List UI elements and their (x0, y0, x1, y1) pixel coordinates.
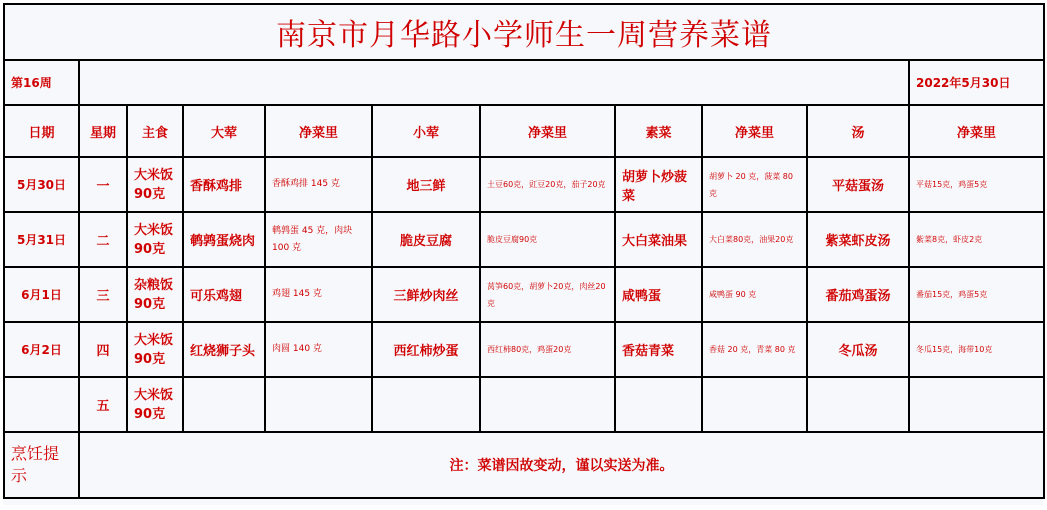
menu-sheet (3, 3, 1043, 505)
row-soup: 紫菜虾皮汤 (807, 212, 909, 267)
row-weekday: 五 (79, 377, 127, 432)
row-vegetable: 胡萝卜炒菠菜 (615, 157, 702, 212)
row-soup-amount (909, 377, 1044, 432)
row-meat (183, 377, 265, 432)
header-date: 日期 (4, 105, 79, 157)
header-vegetable-amount: 净菜里 (702, 105, 807, 157)
row-meat-amount: 香酥鸡排 145 克 (265, 157, 372, 212)
row-vegetable-amount: 胡萝卜 20 克，菠菜 80 克 (702, 157, 807, 212)
row-small-amount (480, 377, 615, 432)
date-label: 2022年5月30日 (909, 60, 1044, 105)
row-vegetable: 大白菜油果 (615, 212, 702, 267)
row-soup-amount: 冬瓜15克，海带10克 (909, 322, 1044, 377)
row-meat: 可乐鸡翅 (183, 267, 265, 322)
header-vegetable: 素菜 (615, 105, 702, 157)
header-soup: 汤 (807, 105, 909, 157)
row-date: 5月31日 (4, 212, 79, 267)
row-meat-amount: 肉圆 140 克 (265, 322, 372, 377)
cooking-tip-note: 注：菜谱因故变动，谨以实送为准。 (79, 432, 1044, 498)
row-staple: 杂粮饭 90克 (127, 267, 183, 322)
row-soup: 冬瓜汤 (807, 322, 909, 377)
row-vegetable: 香菇青菜 (615, 322, 702, 377)
row-soup-amount: 紫菜8克，虾皮2克 (909, 212, 1044, 267)
table-row (4, 267, 1044, 322)
row-small-amount: 脆皮豆腐90克 (480, 212, 615, 267)
row-soup-amount: 番茄15克，鸡蛋5克 (909, 267, 1044, 322)
row-meat: 红烧狮子头 (183, 322, 265, 377)
row-small-meat: 脆皮豆腐 (372, 212, 480, 267)
row-vegetable-amount: 咸鸭蛋 90 克 (702, 267, 807, 322)
row-date: 5月30日 (4, 157, 79, 212)
row-date (4, 377, 79, 432)
header-meat-amount: 净菜里 (265, 105, 372, 157)
row-soup-amount: 平菇15克，鸡蛋5克 (909, 157, 1044, 212)
row-meat-amount: 鹌鹑蛋 45 克，肉块 100 克 (265, 212, 372, 267)
page-title: 南京市月华路小学师生一周营养菜谱 (4, 4, 1044, 60)
row-vegetable-amount: 大白菜80克，油果20克 (702, 212, 807, 267)
header-soup-amount: 净菜里 (909, 105, 1044, 157)
row-date: 6月1日 (4, 267, 79, 322)
row-small-meat (372, 377, 480, 432)
header-small-amount: 净菜里 (480, 105, 615, 157)
row-meat: 香酥鸡排 (183, 157, 265, 212)
row-small-meat: 西红柿炒蛋 (372, 322, 480, 377)
row-vegetable-amount: 香菇 20 克，青菜 80 克 (702, 322, 807, 377)
row-meat: 鹌鹑蛋烧肉 (183, 212, 265, 267)
header-staple: 主食 (127, 105, 183, 157)
header-small-meat: 小荤 (372, 105, 480, 157)
meta-blank (79, 60, 909, 105)
row-staple: 大米饭 90克 (127, 377, 183, 432)
row-vegetable-amount (702, 377, 807, 432)
header-weekday: 星期 (79, 105, 127, 157)
row-date: 6月2日 (4, 322, 79, 377)
row-small-meat: 地三鲜 (372, 157, 480, 212)
week-label: 第16周 (4, 60, 79, 105)
cooking-tip-label: 烹饪提示 (4, 432, 79, 498)
header-meat: 大荤 (183, 105, 265, 157)
row-meat-amount: 鸡翅 145 克 (265, 267, 372, 322)
menu-table (3, 3, 1045, 499)
row-small-amount: 莴笋60克，胡萝卜20克，肉丝20克 (480, 267, 615, 322)
table-row (4, 157, 1044, 212)
row-weekday: 一 (79, 157, 127, 212)
row-weekday: 四 (79, 322, 127, 377)
table-row (4, 322, 1044, 377)
row-vegetable (615, 377, 702, 432)
row-soup: 番茄鸡蛋汤 (807, 267, 909, 322)
row-staple: 大米饭 90克 (127, 157, 183, 212)
row-small-amount: 西红柿80克，鸡蛋20克 (480, 322, 615, 377)
row-small-amount: 土豆60克，豇豆20克，茄子20克 (480, 157, 615, 212)
table-row (4, 212, 1044, 267)
row-staple: 大米饭 90克 (127, 212, 183, 267)
row-staple: 大米饭 90克 (127, 322, 183, 377)
row-meat-amount (265, 377, 372, 432)
row-vegetable: 咸鸭蛋 (615, 267, 702, 322)
table-row (4, 377, 1044, 432)
row-weekday: 二 (79, 212, 127, 267)
row-weekday: 三 (79, 267, 127, 322)
row-soup (807, 377, 909, 432)
row-soup: 平菇蛋汤 (807, 157, 909, 212)
row-small-meat: 三鲜炒肉丝 (372, 267, 480, 322)
